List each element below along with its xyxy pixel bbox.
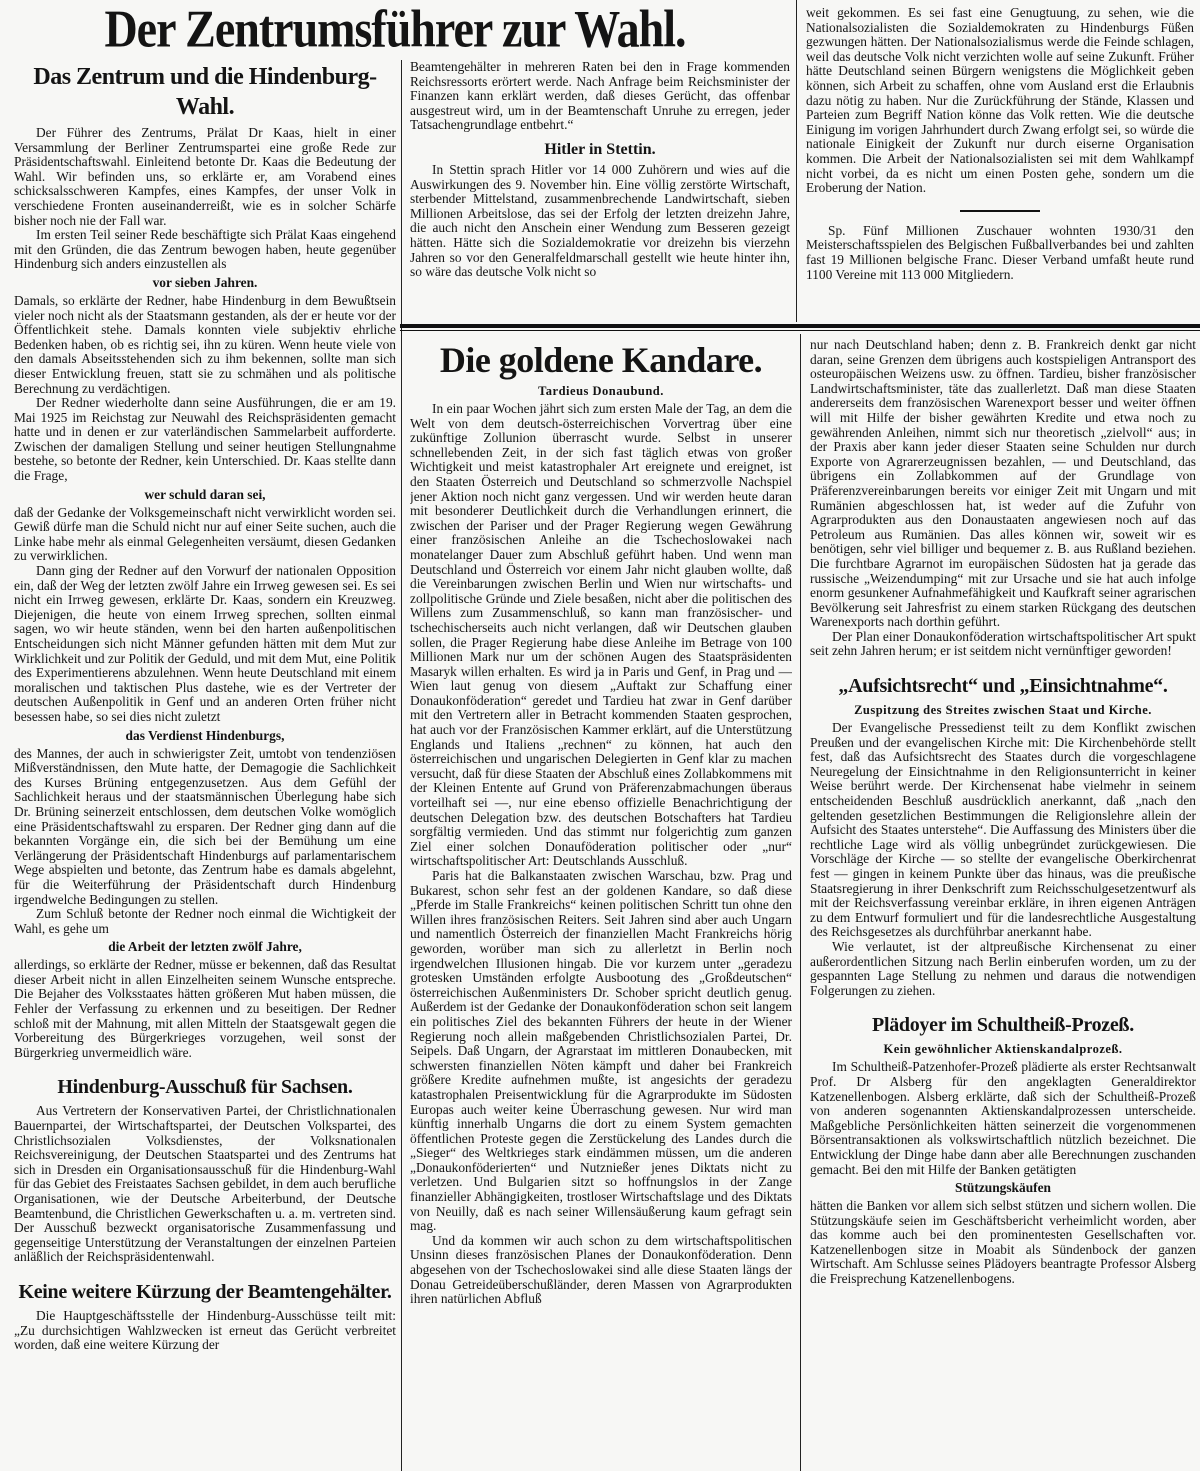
paragraph: des Mannes, der auch in schwierigster Zeit, umtobt von tendenziösen Mißverständnissen, den Mute hatte, der Demagogie die Sachlichkeit des Kurses Brüning entgegenzusetzen. Aus dem Gefühl der Sachlichkeit heraus und der staatsmännischen Überlegung habe sich Dr. Brüning seinerzeit entschlossen, dem deutschen Volke womöglich eine Präsidentschaftswahl zu ersparen. Der Redner ging dann auf die bekannten Vorgänge ein, die sich bei der Bemühung um eine Verlängerung der Präsidentschaft Hindenburgs auf parlamentarischem Wege abspielten und betonte, das Zentrum habe es damals abgelehnt, für die Weiterführung der Präsidentschaft durch Hindenburg irgendwelche Bedingungen zu stellen. bbox=[14, 745, 396, 907]
paragraph: Und da kommen wir auch schon zu dem wirtschaftspolitischen Unsinn dieses französischen Planes der Donaukonföderation. Denn abgesehen von der Tschechoslowakei sind alle diese Staaten längs der Donau Getreideüberschußländer, deren Massen von Agrarprodukten ihren natürlichen Abfluß bbox=[410, 1232, 792, 1307]
paragraph: Im Schultheiß-Patzenhofer-Prozeß plädierte als erster Rechtsanwalt Prof. Dr Alsberg für den angeklagten Generaldirektor Katzenellenbogen. Alsberg erklärte, daß sich der Schultheiß-Prozeß von anderen sogenannten Aktienskandalprozessen unterscheide. Maßgebliche Persönlichkeiten hätten seinerzeit die vorgenommenen Börsentransaktionen als volkswirtschaftlich nützlich bezeichnet. Die Entwicklung der Dinge habe dann aber alle Berechnungen zuschanden gemacht. Bei den mit Hilfe der Banken getätigten bbox=[810, 1059, 1196, 1177]
divider bbox=[960, 210, 1040, 212]
paragraph: Beamtengehälter in mehreren Raten bei den in Frage kommenden Reichsressorts erörtert werde. Nach Anfrage beim Reichsminister der Finanzen kann erklärt werden, daß dieses Gerücht, das offenbar ausgestreut wird, um in der Beamtenschaft Unruhe zu erregen, jeder Tatsachengrundlage entbehrt.“ bbox=[410, 60, 790, 133]
paragraph: Im ersten Teil seiner Rede beschäftigte sich Prälat Kaas eingehend mit den Gründen, die das Zentrum bewogen haben, heute gegenüber Hindenburg sich anders einzustellen als bbox=[14, 227, 396, 272]
article-subtitle: Zuspitzung des Streites zwischen Staat und Kirche. bbox=[854, 703, 1152, 718]
column-divider bbox=[796, 0, 797, 322]
article-headline: Das Zentrum und die Hindenburg-Wahl. bbox=[33, 64, 377, 120]
paragraph: Der Evangelische Pressedienst teilt zu dem Konflikt zwischen Preußen und der evangelischen Kirche mit: Die Kirchenbehörde stellt fest, daß das Aufsichtsrecht des Staates durch die vorgeschlagene Neuregelung der Einsichtnahme in den Religionsunterricht in keiner Weise berührt werde. Der Kirchensenat habe vielmehr in seinem entscheidenden Beschluß ausdrücklich anerkannt, daß „nach den geltenden gesetzlichen Bestimmungen die Religionslehre allein der Aufsicht des Staates unterstehe“. Die Auffassung des Ministers über die rechtliche Lage wird als völlig unbegründet zurückgewiesen. Die Vorschläge der Kirche — so stellte der evangelische Oberkirchenrat fest — gingen in keinem Punkte über das hinaus, was die preußische Staatsregierung in ihrer Denkschrift zum Reichsschulgesetzentwurf als mit der Reichsverfassung vereinbar erkläre, in ihren eigenen Anträgen zu dem Entwurf formuliert und für die landesrechtliche Ausgestaltung des Reichsgesetzes als durchführbar anerkannt habe. bbox=[810, 720, 1196, 940]
paragraph: daß der Gedanke der Volksgemeinschaft nicht verwirklicht worden sei. Gewiß dürfe man die Schuld nicht nur auf einer Seite suchen, auch die Linke habe mehr als einmal Gelegenheiten versäumt, diesen Gedanken zu verwirklichen. bbox=[14, 504, 396, 564]
section-headline: Hitler in Stettin. bbox=[544, 140, 656, 158]
paragraph: Der Redner wiederholte dann seine Ausführungen, die er am 19. Mai 1925 im Reichstag zur Neuwahl des Reichspräsidenten gemacht hatte und in denen er zur vaterländischen Sammelarbeit aufforderte. Zwischen der damaligen Stellung und seiner heutigen Stellungnahme bestehe, so betonte der Redner, kein Unterschied. Dr. Kaas stellte dann die Frage, bbox=[14, 395, 396, 484]
paragraph: Aus Vertretern der Konservativen Partei, der Christlichnationalen Bauernpartei, der Wirtschaftspartei, der Deutschen Volkspartei, des Christlichsozialen Volksdienstes, der Volksnationalen Reichsvereinigung, der Deutschen Staatspartei und des Zentrums hat sich in Dresden ein Organisationsausschuß für die Hindenburg-Wahl für das Gebiet des Freistaates Sachsen gebildet, in dem auch berufliche Organisationen, wie der Deutsche Arbeiterbund, der Deutsche Beamtenbund, die Christlichen Gewerkschaften u. a. m. vertreten sind. Der Ausschuß bezweckt organisatorische Zusammenfassung und gegenseitige Unterstützung der Veranstaltungen der einzelnen Parteien anläßlich der Reichspräsidentenwahl. bbox=[14, 1103, 396, 1265]
column-divider bbox=[401, 60, 402, 1471]
paragraph: Wie verlautet, ist der altpreußische Kirchensenat zu einer außerordentlichen Sitzung nach Berlin einberufen worden, um zu der gespannten Lage Stellung zu nehmen und daraus die notwendigen Folgerungen zu ziehen. bbox=[810, 938, 1196, 998]
paragraph: allerdings, so erklärte der Redner, müsse er bekennen, daß das Resultat dieser Arbeit nicht in allen Einzelheiten seinem Wunsche entspreche. Die Bejaher des Volksstaates hätten größeren Mut haben müssen, die Fehler der Verfassung zu erkennen und zu beseitigen. Der Redner schloß mit der Mahnung, mit allen Mitteln der Staatsgewalt gegen die Vorbereitung des Bürgerkrieges vorzugehen, weil sonst der Bürgerkrieg unvermeidlich wäre. bbox=[14, 957, 396, 1060]
inline-subheading: die Arbeit der letzten zwölf Jahre, bbox=[108, 939, 302, 955]
column-3-bottom-articles bbox=[810, 338, 1196, 1471]
paragraph: In ein paar Wochen jährt sich zum ersten Male der Tag, an dem die Welt von dem deutsch-österreichischen Vorvertrag über eine zukünftige Zollunion überrascht wurde. Selbst in unserer schnellebenden Zeit, in der sich fast täglich etwas von großer Wichtigkeit und meist katastrophaler Art ereignete und ereignet, ist den Staaten Österreich und Deutschland so schmerzvolle Nachspiel jener Aktion noch nicht ganz vergessen. Und wir werden heute daran mit besonderer Deutlichkeit durch die Verhandlungen erinnert, die zwischen der Pariser und der Prager Regierung wegen Gewährung einer französischen Anleihe an die Tschechoslowakei nach monatelanger Dauer zum Abschluß geführt haben. Und wenn man Deutschland und Österreich vor einem Jahr nicht glauben wollte, daß die Vereinbarungen zwischen Berlin und Wien nur wirtschafts- und zollpolitische Gründe und Ziele besaßen, nicht aber die politischen des Willens zum Zusammenschluß, so kann man französischer- und tschechischerseits auch nicht verlangen, daß wir Deutschen glauben sollen, die Prager Regierung habe diese Anleihe im Betrage von 100 Millionen Mark nur um der schönen Augen des Staatspräsidenten Masaryk willen erhalten. Es wird ja in Paris und Genf, in Prag und — Wien laut genug von diesem „Auftakt zur Schaffung einer Donaukonföderation“ geredet und Tardieu hat zwar in Genf darüber mit den Vertretern aller in Betracht kommenden Staaten gesprochen, hat auch vor der Französischen Kammer erklärt, auf die Unterstützung Englands und Italiens „rechnen“ zu können, hat auch den österreichischen und ungarischen Delegierten in Genf klar zu machen versucht, daß für diese Staaten der Abschluß eines Zollabkommens mit der Kleinen Entente auf Grund von Präferenzabmachungen überaus vorteilhaft sei —, nur eine ebenso offizielle Benachrichtigung der deutschen Delegation bzw. des deutschen Botschafters hat Tardieu sorgfältig vermieden. Und das stimmt nur folgerichtig zum ganzen Ziel einer solchen Donauföderation politischer oder „nur“ wirtschaftspolitischer Art: Deutschlands Ausschluß. bbox=[410, 401, 792, 869]
section-rule bbox=[400, 330, 1200, 331]
paragraph: hätten die Banken vor allem sich selbst stützen und sichern wollen. Die Stützungskäufe seien im Geschäftsbericht verheimlicht worden, aber das komme auch bei den prominentesten Gesellschaften vor. Katzenellenbogen sitze in Moabit als Sündenbock der ganzen Wirtschaft. Am Schlusse seines Plädoyers beantragte Professor Alsberg die Freisprechung Katzenellenbogens. bbox=[810, 1198, 1196, 1287]
section-headline: Hindenburg-Ausschuß für Sachsen. bbox=[57, 1076, 353, 1099]
section-headline: „Aufsichtsrecht“ und „Einsichtnahme“. bbox=[838, 675, 1168, 698]
paragraph: Dann ging der Redner auf den Vorwurf der nationalen Opposition ein, daß der Weg der letzten zwölf Jahre ein Irrweg gewesen sei. Es sei nicht ein Irrweg gewesen, erklärte Dr. Kaas, sondern ein Kreuzweg. Diejenigen, die heute von einem Irrweg sprechen, sollten einmal sagen, wo wir heute ständen, wenn bei den harten außenpolitischen Entscheidungen sich nicht Männer gefunden hätten mit dem Mut zur Wirklichkeit und zur Politik der Geduld, und mit dem Mut, eine Politik des Experimentierens abzulehnen. Wenn heute Deutschland mit einem moralischen und taktischen Plus dastehe, wie es der Vertreter der deutschen Außenpolitik in Genf und an anderen Orten früher nicht besessen habe, so sei dies nicht zuletzt bbox=[14, 563, 396, 724]
inline-subheading: vor sieben Jahren. bbox=[152, 274, 258, 290]
paragraph: Die Hauptgeschäftsstelle der Hindenburg-Ausschüsse teilt mit: „Zu durchsichtigen Wahlzwecken ist erneut das Gerücht verbreitet worden, daß eine weitere Kürzung der bbox=[14, 1307, 396, 1353]
paragraph: Der Führer des Zentrums, Prälat Dr Kaas, hielt in einer Versammlung der Berliner Zentrumspartei eine große Rede zur Präsidentschaftswahl. Einleitend betonte Dr. Kaas die Bedeutung der Wahl. Wir befinden uns, so erklärte er, am Vorabend eines schicksalsschweren Kampfes, eines Kampfes, der unser Volk in verschiedene Fronten auseinanderreißt, wie es in solcher Schärfe bisher noch nie der Fall war. bbox=[14, 125, 396, 228]
section-rule bbox=[400, 324, 1200, 328]
paragraph: nur nach Deutschland haben; denn z. B. Frankreich denkt gar nicht daran, seine Grenzen dem übrigens auch kostspieligen Antransport des osteuropäischen Weizens usw. zu öffnen. Tardieu, bisher französischer Landwirtschaftsminister, täte das zuallerletzt. Daß man diese Staaten andererseits dem französischen Warenexport besser und weiter öffnen will mit Hilfe der bisher gewährten Kredite und etwa noch zu gewährenden Anleihen, nimmt sich nur theoretisch „zielvoll“ aus; in der Praxis aber kann jeder dieser Staaten seine Schulden nur durch Exporte von Agrarerzeugnissen bezahlen, — und Deutschland, das übrigens ein Zollabkommen auf der Grundlage von Präferenzvereinbarungen bereits vor einiger Zeit mit Ungarn und mit Rumänien abgeschlossen hat, ist weder auf die Zufuhr von Agrarprodukten aus den Donaustaaten angewiesen noch auf das Petroleum aus Rumänien. Das alles können wir, soweit wir es benötigen, sehr viel billiger und bequemer z. B. aus Rußland beziehen. Die furchtbare Agrarnot im europäischen Südosten hat ja gerade das russische „Weizendumping“ mit zur Ursache und sie hat auch infolge enorm gesunkener Aufnahmefähigkeit und Kaufkraft seiner agrarischen Bevölkerung seit Jahresfrist zu einem starken Rückgang des deutschen Warenexports nach dorthin geführt. bbox=[810, 338, 1196, 630]
inline-subheading: Stützungskäufen bbox=[955, 1180, 1051, 1196]
inline-subheading: das Verdienst Hindenburgs, bbox=[125, 727, 285, 743]
article-subtitle: Kein gewöhnlicher Aktienskandalprozeß. bbox=[883, 1042, 1123, 1057]
section-headline: Plädoyer im Schultheiß-Prozeß. bbox=[872, 1014, 1134, 1037]
article-headline: Die goldene Kandare. bbox=[439, 340, 763, 380]
paragraph: Paris hat die Balkanstaaten zwischen Warschau, bzw. Prag und Bukarest, schon sehr fest an der goldenen Kandare, so daß diese „Pferde im Stalle Frankreichs“ keinen politischen Schritt tun ohne den Willen ihres französischen Reiters. Seit Jahren sind aber auch Ungarn und namentlich Österreich der finanziellen Macht Frankreichs hörig geworden, worüber man sich zu allerletzt in Berlin noch irgendwelchen Illusionen hingab. Die vor kurzem unter „geradezu grotesken Umständen erfolgte Ausbootung des „Großdeutschen“ österreichischen Außenministers Dr. Schober spricht deutlich genug. Außerdem ist der Gedanke der Donaukonföderation schon seit langem ein politisches Ziel des bekannten Führers der heute in der Wiener Regierung noch allein maßgebenden Christlichsozialen Partei, Dr. Seipels. Daß Ungarn, der Agrarstaat im mittleren Donaubecken, mit schwersten finanziellen Nöten kämpft und daher bei Frankreich größere Kredite aufnehmen mußte, ist angesichts der geradezu katastrophalen Preisentwicklung für die Agrarprodukte im Südosten Europas auch weiter keine Überraschung gewesen. Nur wird man künftig innerhalb Ungarns die dort zu einem System gemachten öffentlichen Proteste gegen die Zerstückelung des Landes durch die „Sieger“ des Weltkrieges stark eindämmen müssen, um die anderen „Donaukonföderierten“ und Nutznießer jenes Diktats nicht zu verletzen. Und Bulgarien sitzt so hoffnungslos in der Zange finanzieller Abhängigkeiten, trostloser Wirtschaftslage und des Diktats von Neuilly, daß es nach seiner Willensäußerung kaum gefragt sein mag. bbox=[410, 868, 792, 1234]
paragraph: Sp. Fünf Millionen Zuschauer wohnten 1930/31 den Meisterschaftsspielen des Belgischen Fußballverbandes bei und zahlten fast 19 Millionen belgische Franc. Dieser Verband umfaßt heute rund 1100 Vereine mit 113 000 Mitgliedern. bbox=[806, 222, 1194, 282]
paragraph: Der Plan einer Donaukonföderation wirtschaftspolitischer Art spukt seit zehn Jahren herum; er ist seitdem nicht vernünftiger geworden! bbox=[810, 628, 1196, 659]
column-1-article-zentrum bbox=[14, 62, 396, 1471]
column-3-top-article bbox=[806, 6, 1194, 316]
article-subtitle: Tardieus Donaubund. bbox=[538, 384, 664, 398]
paragraph: In Stettin sprach Hitler vor 14 000 Zuhörern und wies auf die Auswirkungen des 9. November hin. Eine völlig zerstörte Wirtschaft, sterbender Mittelstand, zusammenbrechende Landwirtschaft, sieben Millionen Arbeitslose, das sei der Erfolg der letzten dreizehn Jahre, die auch nicht den Anschein einer Wendung zum Besseren gezeigt hätten. Hätte sich die Sozialdemokratie vor dreizehn bis vierzehn Jahren so vor den Generalfeldmarschall gestellt wie heute hinter ihn, so wäre das deutsche Volk nicht so bbox=[410, 161, 790, 280]
paragraph: Zum Schluß betonte der Redner noch einmal die Wichtigkeit der Wahl, es gehe um bbox=[14, 906, 396, 936]
paragraph: weit gekommen. Es sei fast eine Genugtuung, zu sehen, wie die Nationalsozialisten die Sozialdemokraten zu Hindenburgs Füßen gezwungen hätten. Der Nationalsozialismus werde die Feinde schlagen, weil das deutsche Volk nicht verzichten wolle auf seine Zukunft. Früher hätte Deutschland seinen Bürgern wenigstens die Möglichkeit geben können, sich Arbeit zu schaffen, ohne vom Ausland erst die Erlaubnis dazu nötig zu haben. Nur die Zurückführung der Stände, Klassen und Parteien zum Begriff Nation könne das Volk retten. Wie die deutsche Einigung im vorigen Jahrhundert durch Zwang erfolgt sei, so würde die nationale Einigkeit der Zukunft nur durch eiserne Organisation kommen. Die Arbeit der Nationalsozialisten sei mit dem Wahlkampf nicht vorbei, da es nicht um einen Posten gehe, sondern um die Eroberung der Nation. bbox=[806, 6, 1194, 196]
article-goldene-kandare bbox=[410, 338, 792, 1471]
paragraph: Damals, so erklärte der Redner, habe Hindenburg in dem Bewußtsein vieler noch nicht als der Staatsmann gestanden, als der er heute vor der Öffentlichkeit stehe. Damals konnten viele subjektiv ehrliche Bedenken haben, ob es richtig sei, ihn zu küren. Wenn heute viele von den damals Abseitsstehenden sich zu ihm bekennen, sollte man sich dieser Entwicklung freuen, statt sie zu schmähen und als politische Berechnung zu verdächtigen. bbox=[14, 292, 396, 396]
section-headline: Keine weitere Kürzung der Beamtengehälter. bbox=[18, 1280, 392, 1303]
column-divider bbox=[800, 334, 801, 1471]
inline-subheading: wer schuld daran sei, bbox=[144, 486, 266, 502]
column-2-top-article bbox=[410, 60, 790, 322]
page-headline: Der Zentrumsführer zur Wahl. bbox=[104, 0, 686, 58]
